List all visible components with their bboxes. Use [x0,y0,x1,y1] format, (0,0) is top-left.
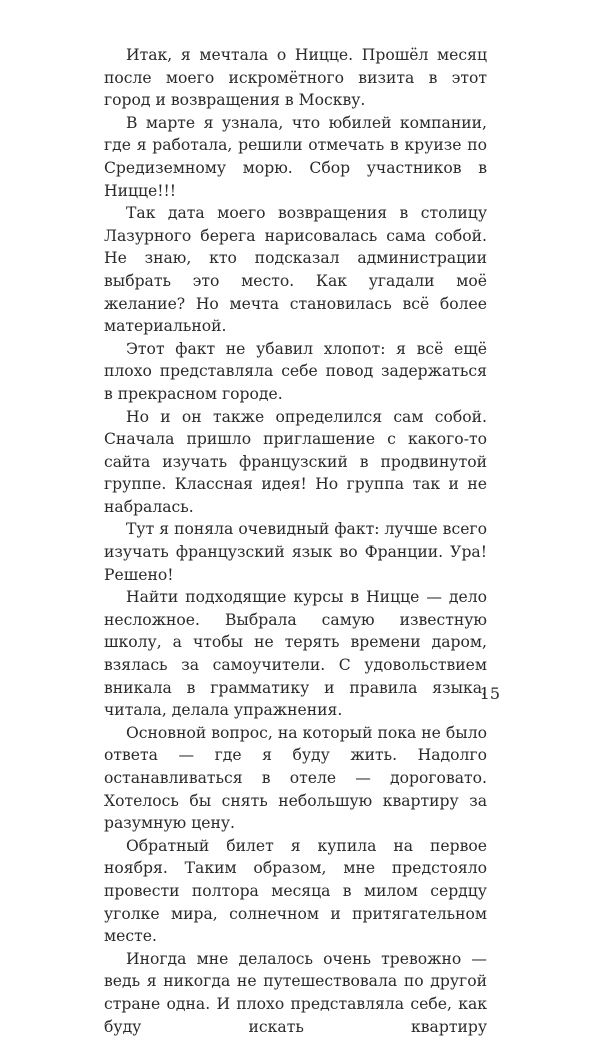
paragraph-10: Иногда мне делалось очень тревожно — ведь я никогда не путешествовала по другой стране одна. И плохо представляла себе, как буду искать квартиру [104,949,487,1036]
paragraph-8: Основной вопрос, на который пока не было ответа — где я буду жить. Надолго останавливаться в отеле — дороговато. Хотелось бы снять небольшую квартиру за разумную цену. [104,723,487,833]
paragraph-1: Итак, я мечтала о Ницце. Прошёл месяц после моего искромётного визита в этот город и возвращения в Москву. [104,46,487,110]
paragraph-7: Найти подходящие курсы в Ницце — дело несложное. Выбрала самую известную школу, а чтобы не терять времени даром, взялась за самоучители. С удовольствием вникала в грамматику и правила языка, читала, делала упражнения. [104,588,487,720]
paragraph-6: Тут я поняла очевидный факт: лучше всего изучать французский язык во Франции. Ура! Решено! [104,520,487,584]
paragraph-5: Но и он также определился сам собой. Сначала пришло приглашение с какого-то сайта изучать французский в продвинутой группе. Классная идея! Но группа так и не набралась. [104,407,487,516]
page-number: 15 [479,684,500,703]
paragraph-4: Этот факт не убавил хлопот: я всё ещё плохо представляла себе повод задержаться в прекрасном городе. [104,339,487,403]
paragraph-2: В марте я узнала, что юбилей компании, где я работала, решили отмечать в круизе по Средиземному морю. Сбор участников в Ницце!!! [104,113,487,200]
paragraph-9: Обратный билет я купила на первое ноября. Таким образом, мне предстояло провести полтора месяца в милом сердцу уголке мира, солнечном и притягательном месте. [104,836,487,946]
paragraph-3: Так дата моего возвращения в столицу Лазурного берега нарисовалась сама собой. Не знаю, кто подсказал администрации выбрать это место. Как угадали моё желание? Но мечта становилась всё более материальной. [104,204,487,336]
body-text [104,44,487,1038]
